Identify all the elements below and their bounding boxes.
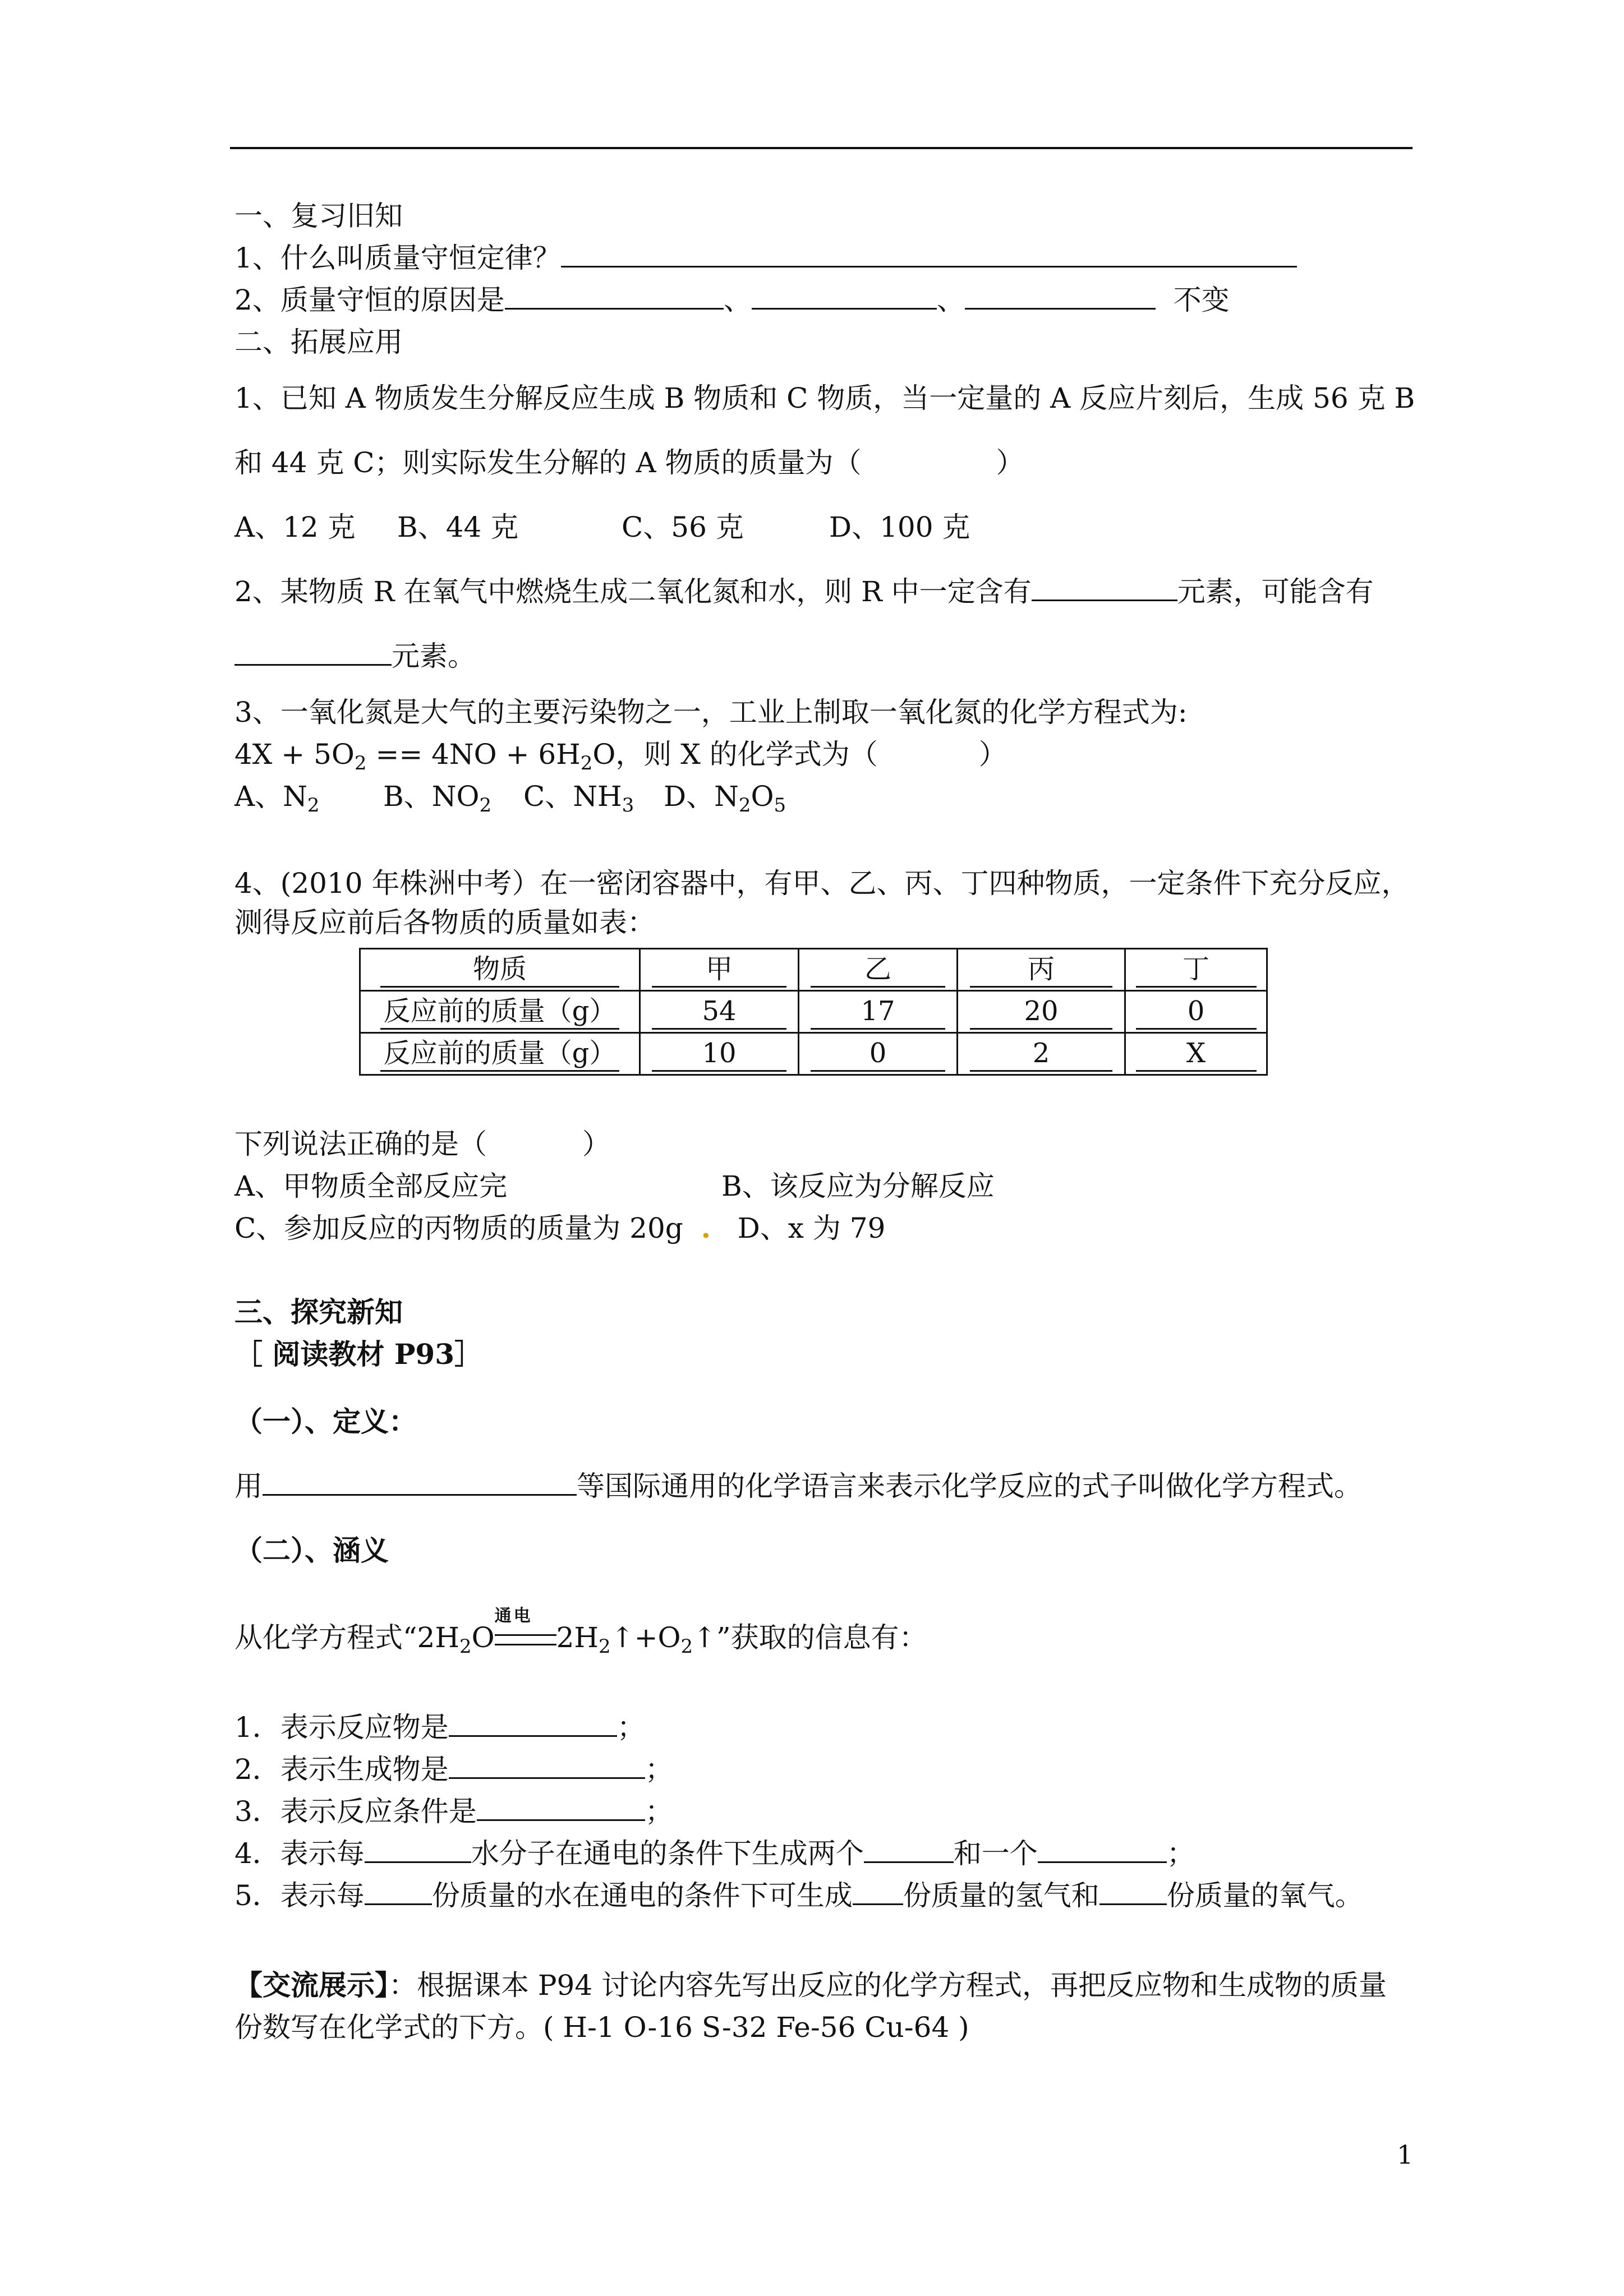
definition-heading: （一）、定义： xyxy=(234,1405,417,1438)
table-cell: X xyxy=(1136,1036,1257,1072)
answer-blank[interactable] xyxy=(1032,575,1177,601)
page-number: 1 xyxy=(1397,2140,1414,2170)
problem-4-line-1: 4、(2010 年株洲中考）在一密闭容器中，有甲、乙、丙、丁四种物质，一定条件下充分反应， xyxy=(234,867,1410,900)
reaction-arrow: 通电 xyxy=(495,1621,556,1654)
problem-3-equation: $4X + 5O_2 == 4NO + 6H_2O$，则 X 的化学式为（ ） xyxy=(234,738,1007,774)
question-1: 1、什么叫质量守恒定律？ xyxy=(234,241,1297,275)
question-2: 2、质量守恒的原因是 、 、 不变 xyxy=(234,284,1230,316)
equation-line: 从化学方程式“$2H_2O$ 通电 $2H_2↑+O_2↑$”获取的信息有： xyxy=(234,1606,927,1658)
header-rule xyxy=(230,147,1413,149)
exchange-line-1: 【交流展示】：根据课本 P94 讨论内容先写出反应的化学方程式，再把反应物和生成物的质量 xyxy=(234,1968,1387,2002)
meaning-heading: （二）、涵义 xyxy=(234,1534,389,1567)
answer-blank[interactable] xyxy=(752,283,937,310)
problem-1-line-2: 和 44 克 C；则实际发生分解的 A 物质的质量为（ ） xyxy=(234,446,1024,479)
answer-blank[interactable] xyxy=(234,639,392,666)
table-cell: 物质 xyxy=(380,952,620,988)
mark-dot: . xyxy=(701,1211,711,1244)
answer-blank[interactable] xyxy=(878,739,979,764)
table-cell: 0 xyxy=(811,1036,946,1072)
section-1-heading: 一、复习旧知 xyxy=(234,200,403,232)
info-item-4: 4．表示每 水分子在通电的条件下生成两个 和一个 ； xyxy=(234,1837,1195,1870)
section-3-heading: 三、探究新知 xyxy=(234,1295,403,1329)
info-item-1: 1．表示反应物是 ； xyxy=(234,1711,645,1744)
table-cell: 丁 xyxy=(1136,952,1257,988)
answer-blank[interactable] xyxy=(365,1837,471,1863)
section-2-heading: 二、拓展应用 xyxy=(234,326,403,358)
table-cell: 0 xyxy=(1136,994,1257,1030)
table-row xyxy=(360,1033,1267,1075)
answer-blank[interactable] xyxy=(449,1753,645,1779)
answer-blank[interactable] xyxy=(864,1837,954,1863)
problem-3-options: A、$N_2$ B、$NO_2$ C、$NH_3$ D、$N_2O_5$ xyxy=(234,780,786,817)
answer-blank[interactable] xyxy=(853,1879,903,1905)
answer-blank[interactable] xyxy=(965,283,1156,310)
problem-4-question: 下列说法正确的是（ ） xyxy=(234,1128,610,1160)
table-cell: 丙 xyxy=(970,952,1113,988)
table-row xyxy=(360,991,1267,1033)
table-cell: 17 xyxy=(811,994,946,1030)
answer-blank[interactable] xyxy=(487,1129,582,1154)
info-item-2: 2．表示生成物是 ； xyxy=(234,1753,673,1786)
problem-4-options-ab: A、甲物质全部反应完 B、该反应为分解反应 xyxy=(234,1170,995,1202)
answer-blank[interactable] xyxy=(477,1795,645,1821)
table-header-row xyxy=(360,949,1267,991)
problem-1-line-1: 1、已知 A 物质发生分解反应生成 B 物质和 C 物质，当一定量的 A 反应片刻后，生成 56 克 B xyxy=(234,382,1415,414)
mass-table xyxy=(359,948,1268,1076)
problem-2-line-1: 2、某物质 R 在氧气中燃烧生成二氧化氮和水，则 R 中一定含有 元素，可能含有 xyxy=(234,575,1374,608)
table-cell: 反应前的质量（g） xyxy=(380,1036,620,1072)
table-cell: 20 xyxy=(970,994,1113,1030)
answer-blank[interactable] xyxy=(263,1469,577,1496)
answer-blank[interactable] xyxy=(449,1711,617,1737)
problem-4-line-2: 测得反应前后各物质的质量如表： xyxy=(234,906,655,939)
answer-blank[interactable] xyxy=(1099,1879,1167,1905)
definition-text: 用 等国际通用的化学语言来表示化学反应的式子叫做化学方程式。 xyxy=(234,1470,1362,1502)
problem-3-line-1: 3、一氧化氮是大气的主要污染物之一，工业上制取一氧化氮的化学方程式为: xyxy=(234,696,1188,729)
answer-blank[interactable] xyxy=(861,448,996,472)
problem-1-options: A、12 克 B、44 克 C、56 克 D、100 克 xyxy=(234,511,970,543)
table-cell: 甲 xyxy=(652,952,787,988)
info-item-5: 5．表示每 份质量的水在通电的条件下可生成 份质量的氢气和 份质量的氧气。 xyxy=(234,1879,1363,1912)
problem-2-line-2: 元素。 xyxy=(234,639,476,673)
exchange-line-2: 份数写在化学式的下方。( H-1 O-16 S-32 Fe-56 Cu-64 ) xyxy=(234,2011,969,2044)
reading-reference: ［ 阅读教材 P93］ xyxy=(234,1338,482,1371)
table-cell: 乙 xyxy=(811,952,946,988)
info-item-3: 3．表示反应条件是 ； xyxy=(234,1795,673,1828)
table-cell: 2 xyxy=(970,1036,1113,1072)
problem-4-options-cd: C、参加反应的丙物质的质量为 20g . D、x 为 79 xyxy=(234,1211,886,1244)
table-cell: 反应前的质量（g） xyxy=(380,994,620,1030)
answer-blank[interactable] xyxy=(365,1879,432,1905)
answer-blank[interactable] xyxy=(561,241,1297,268)
answer-blank[interactable] xyxy=(1038,1837,1167,1863)
table-cell: 10 xyxy=(652,1036,787,1072)
table-cell: 54 xyxy=(652,994,787,1030)
answer-blank[interactable] xyxy=(505,283,724,310)
